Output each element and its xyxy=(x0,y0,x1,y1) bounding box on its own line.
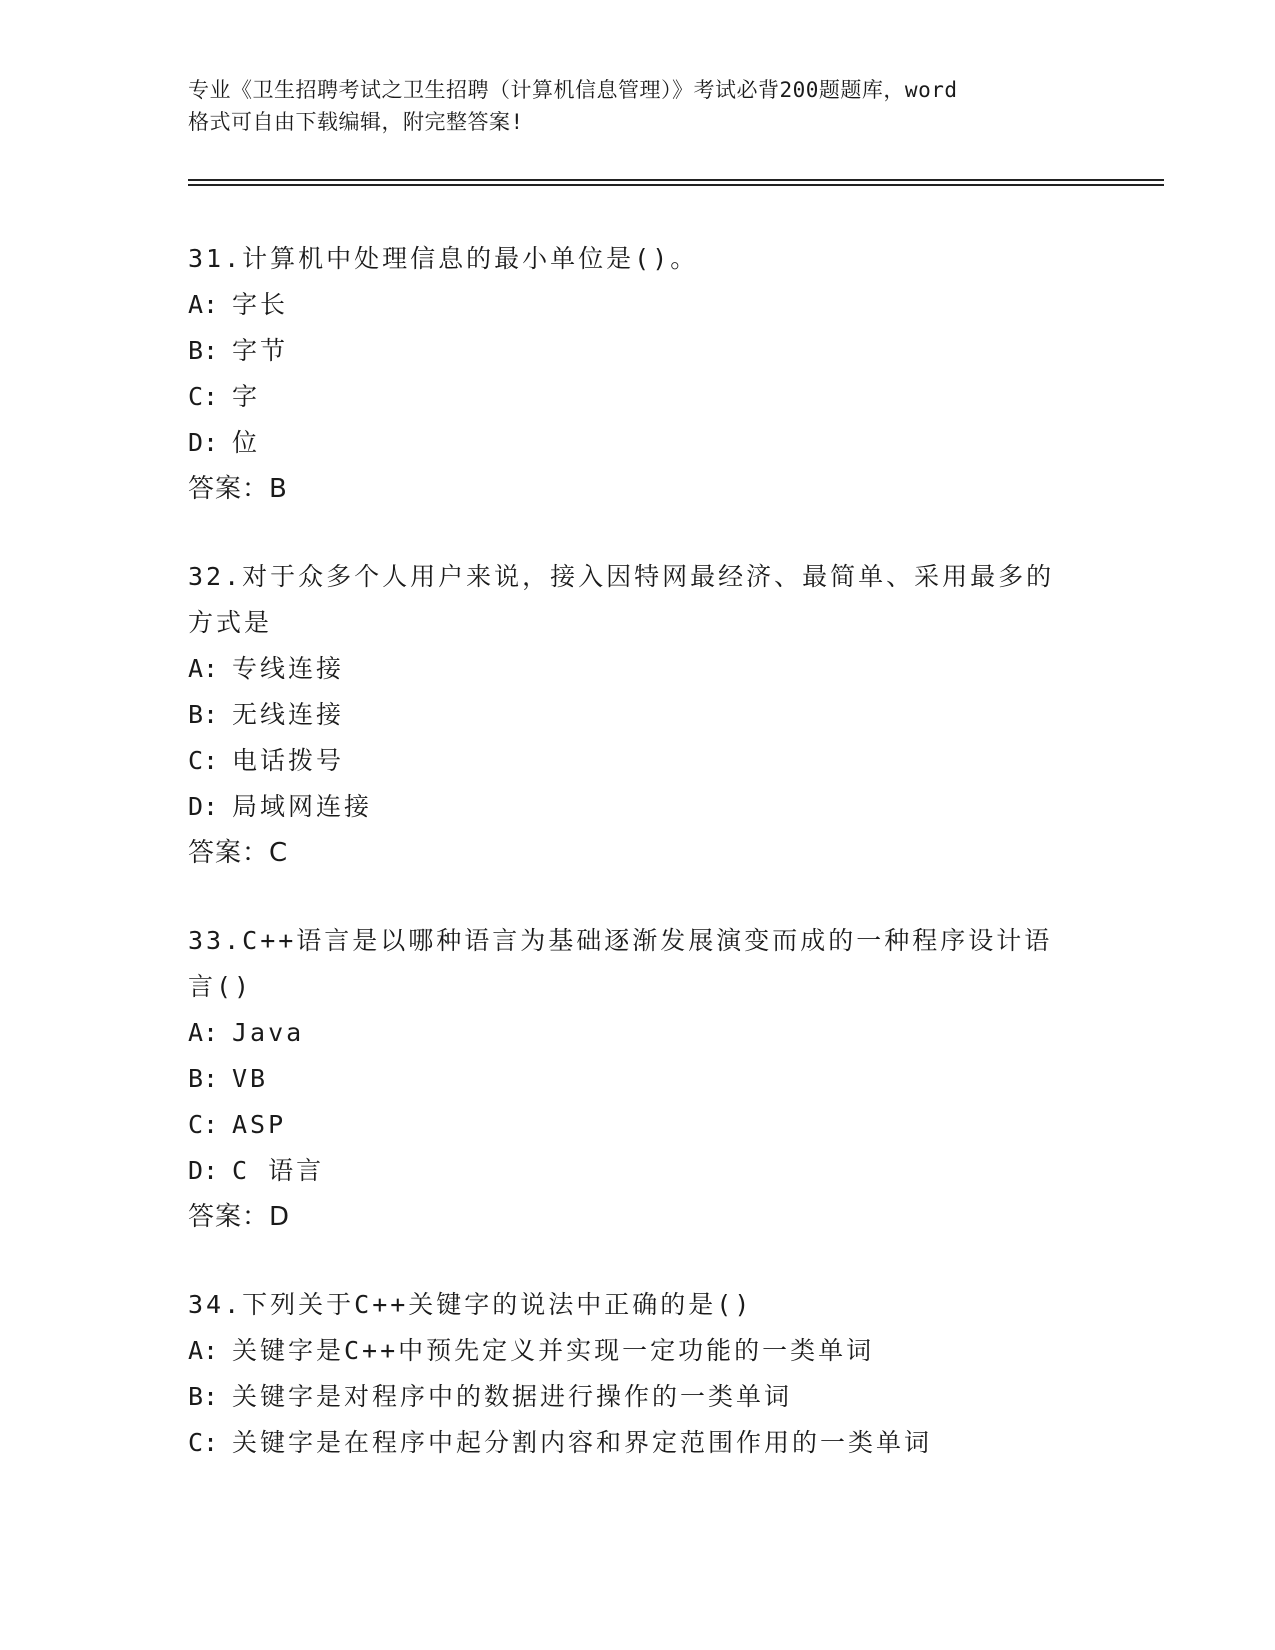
answer-option xyxy=(188,328,1088,374)
header-line-1: 专业《卫生招聘考试之卫生招聘（计算机信息管理）》考试必背200题题库，word xyxy=(188,78,958,102)
option-letter: B: xyxy=(188,700,219,729)
question-stem: 33.C++语言是以哪种语言为基础逐渐发展演变而成的一种程序设计语 xyxy=(188,926,1053,955)
option-text: 字长 xyxy=(232,290,289,319)
question-stem: 31.计算机中处理信息的最小单位是()。 xyxy=(188,244,699,273)
option-text: 关键字是C++中预先定义并实现一定功能的一类单词 xyxy=(232,1336,875,1365)
option-text: 位 xyxy=(232,428,261,457)
question-stem: 32.对于众多个人用户来说，接入因特网最经济、最简单、采用最多的 xyxy=(188,562,1055,591)
document-header xyxy=(188,74,1088,138)
question-stem: 方式是 xyxy=(188,608,273,637)
question-item xyxy=(188,236,1088,512)
answer-option xyxy=(188,1148,1088,1194)
answer-option xyxy=(188,1374,1088,1420)
option-text: 字节 xyxy=(232,336,289,365)
option-letter: B: xyxy=(188,336,219,365)
answer-option xyxy=(188,1010,1088,1056)
answer-option xyxy=(188,420,1088,466)
option-text: C 语言 xyxy=(232,1156,325,1185)
option-letter: A: xyxy=(188,1018,219,1047)
option-letter: D: xyxy=(188,1156,219,1185)
answer-value: C xyxy=(269,838,289,868)
answer-option xyxy=(188,374,1088,420)
option-letter: C: xyxy=(188,1110,219,1139)
question-stem: 言() xyxy=(188,972,253,1001)
option-letter: D: xyxy=(188,792,219,821)
header-divider-top xyxy=(188,179,1164,181)
option-text: 关键字是在程序中起分割内容和界定范围作用的一类单词 xyxy=(232,1428,933,1457)
answer-line xyxy=(188,466,1088,512)
answer-label: 答案： xyxy=(188,474,270,504)
option-text: 电话拨号 xyxy=(232,746,345,775)
option-letter: B: xyxy=(188,1064,219,1093)
header-divider-bottom xyxy=(188,184,1164,186)
answer-line xyxy=(188,1194,1088,1240)
question-item xyxy=(188,1282,1088,1466)
option-text: VB xyxy=(232,1064,269,1093)
option-text: 专线连接 xyxy=(232,654,345,683)
option-letter: C: xyxy=(188,1428,219,1457)
answer-value: B xyxy=(269,474,288,504)
answer-value: D xyxy=(269,1202,291,1232)
question-item xyxy=(188,918,1088,1240)
option-letter: A: xyxy=(188,654,219,683)
answer-option xyxy=(188,738,1088,784)
answer-option xyxy=(188,1420,1088,1466)
option-text: Java xyxy=(232,1018,305,1047)
answer-option xyxy=(188,282,1088,328)
option-letter: A: xyxy=(188,1336,219,1365)
answer-label: 答案： xyxy=(188,1202,270,1232)
option-letter: C: xyxy=(188,382,219,411)
option-text: 关键字是对程序中的数据进行操作的一类单词 xyxy=(232,1382,793,1411)
option-text: ASP xyxy=(232,1110,287,1139)
answer-option xyxy=(188,784,1088,830)
option-letter: A: xyxy=(188,290,219,319)
answer-option xyxy=(188,1056,1088,1102)
question-list xyxy=(188,236,1088,1508)
question-item xyxy=(188,554,1088,876)
answer-line xyxy=(188,830,1088,876)
option-text: 局域网连接 xyxy=(232,792,373,821)
header-line-2: 格式可自由下载编辑，附完整答案! xyxy=(188,110,524,134)
answer-option xyxy=(188,1102,1088,1148)
answer-option xyxy=(188,1328,1088,1374)
option-text: 字 xyxy=(232,382,261,411)
option-letter: D: xyxy=(188,428,219,457)
answer-option xyxy=(188,692,1088,738)
option-letter: C: xyxy=(188,746,219,775)
answer-option xyxy=(188,646,1088,692)
option-text: 无线连接 xyxy=(232,700,345,729)
option-letter: B: xyxy=(188,1382,219,1411)
answer-label: 答案： xyxy=(188,838,270,868)
question-stem: 34.下列关于C++关键字的说法中正确的是() xyxy=(188,1290,753,1319)
